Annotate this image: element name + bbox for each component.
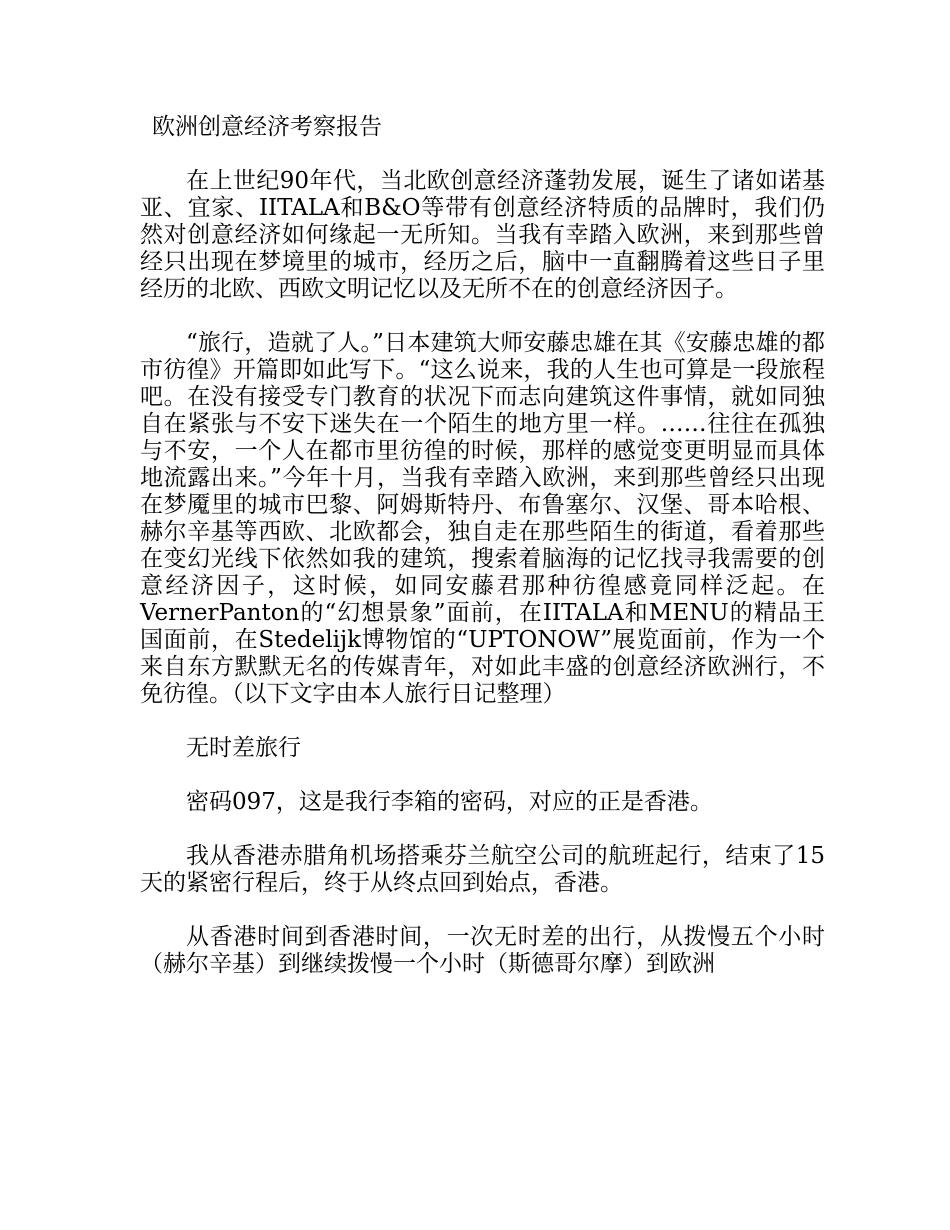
section-heading-no-jetlag: 无时差旅行	[186, 735, 301, 761]
paragraph-luggage-code: 密码097，这是我行李箱的密码，对应的正是香港。	[186, 789, 713, 815]
paragraph-flight: 我从香港赤腊角机场搭乘芬兰航空公司的航班起行，结束了15天的紧密行程后，终于从终点回到始点，香港。	[140, 843, 825, 896]
paragraph-ando-quote: “旅行，造就了人。”日本建筑大师安藤忠雄在其《安藤忠雄的都市彷徨》开篇即如此写下。“这么说来，我的人生也可算是一段旅程吧。在没有接受专门教育的状况下而志向建筑这件事情，就如同独自在紧张与不安下迷失在一个陌生的地方里一样。……往往在孤独与不安，一个人在都市里彷徨的时候，那样的感觉变更明显而具体地流露出来。”今年十月，当我有幸踏入欧洲，来到那些曾经只出现在梦魇里的城市巴黎、阿姆斯特丹、布鲁塞尔、汉堡、哥本哈根、赫尔辛基等西欧、北欧都会，独自走在那些陌生的街道，看着那些在变幻光线下依然如我的建筑，搜索着脑海的记忆找寻我需要的创意经济因子，这时候，如同安藤君那种彷徨感竟同样泛起。在VernerPanton的“幻想景象”面前，在IITALA和MENU的精品王国面前，在Stedelijk博物馆的“UPTONOW”展览面前，作为一个来自东方默默无名的传媒青年，对如此丰盛的创意经济欧洲行，不免彷徨。（以下文字由本人旅行日记整理）	[140, 330, 825, 707]
document-body	[140, 114, 825, 1005]
paragraph-intro: 在上世纪90年代，当北欧创意经济蓬勃发展，诞生了诸如诺基亚、宜家、IITALA和B&O等带有创意经济特质的品牌时，我们仍然对创意经济如何缘起一无所知。当我有幸踏入欧洲，来到那些曾经只出现在梦境里的城市，经历之后，脑中一直翻腾着这些日子里经历的北欧、西欧文明记忆以及无所不在的创意经济因子。	[140, 168, 825, 302]
document-title: 欧洲创意经济考察报告	[152, 114, 382, 140]
paragraph-time-zones: 从香港时间到香港时间，一次无时差的出行，从拨慢五个小时（赫尔辛基）到继续拨慢一个小时（斯德哥尔摩）到欧洲	[140, 924, 825, 977]
